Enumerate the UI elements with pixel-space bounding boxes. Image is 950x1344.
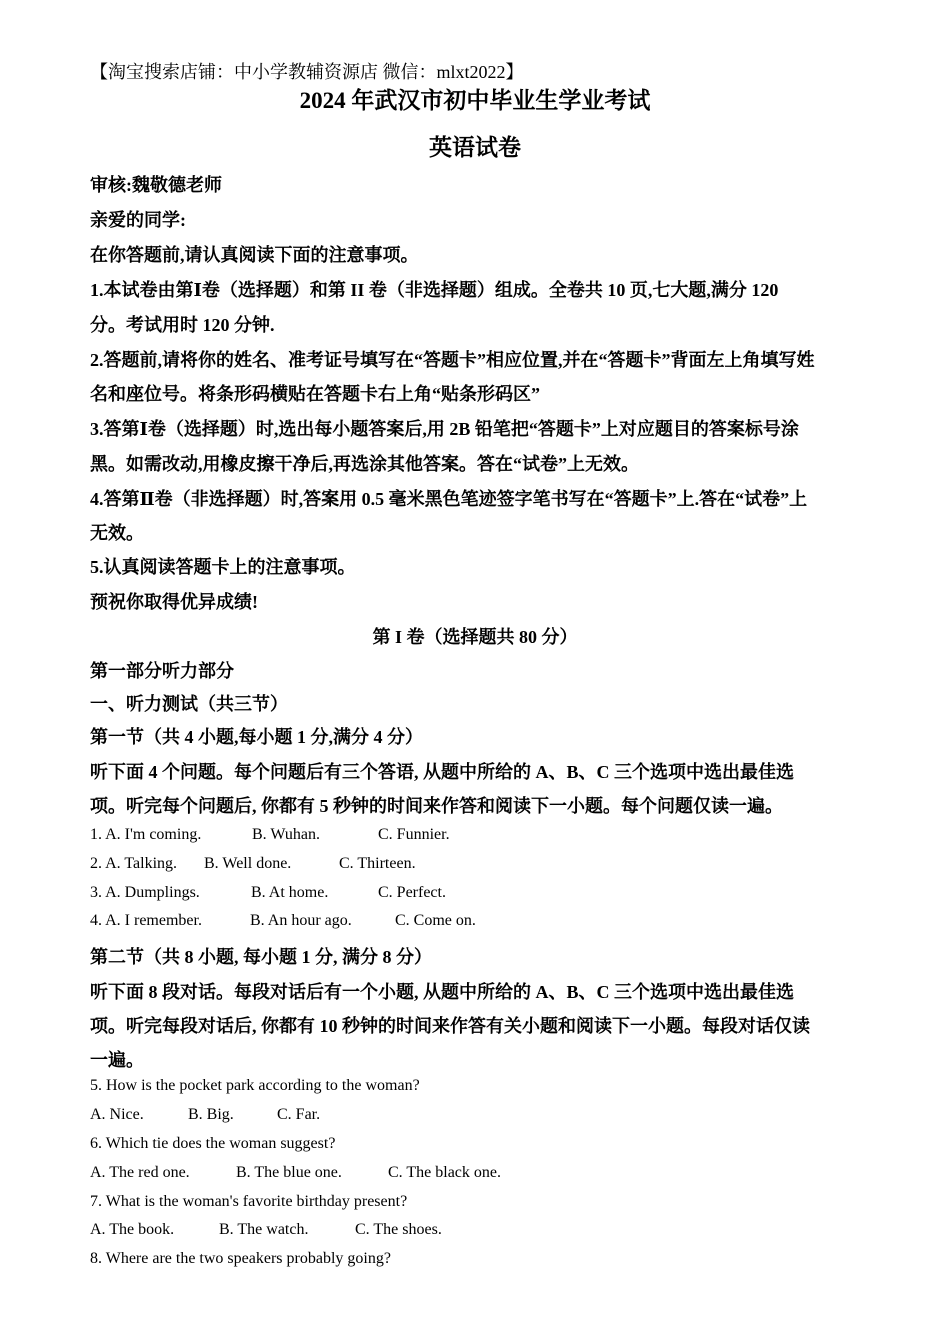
question-8-stem: 8. Where are the two speakers probably going? — [90, 1250, 391, 1267]
q5-option-a: A. Nice. — [90, 1106, 144, 1123]
q5-option-c: C. Far. — [277, 1106, 321, 1123]
section-2-instructions-2: 项。听完每段对话后, 你都有 10 秒钟的时间来作答有关小题和阅读下一小题。每段对话仅读 — [90, 1016, 810, 1036]
q2-option-a: 2. A. Talking. — [90, 855, 178, 872]
question-5-options — [90, 1106, 320, 1124]
greeting: 亲爱的同学: — [90, 210, 186, 230]
q5-option-b: B. Big. — [188, 1106, 234, 1123]
volume-heading: 第 I 卷（选择题共 80 分） — [372, 627, 578, 647]
q7-option-b: B. The watch. — [219, 1221, 309, 1238]
exam-subtitle: 英语试卷 — [429, 135, 521, 160]
q3-option-a: 3. A. Dumplings. — [90, 884, 200, 901]
question-7-stem: 7. What is the woman's favorite birthday present? — [90, 1193, 408, 1210]
instructions-lead: 在你答题前,请认真阅读下面的注意事项。 — [90, 245, 419, 265]
rule-2-line-1: 2.答题前,请将你的姓名、准考证号填写在“答题卡”相应位置,并在“答题卡”背面左上角填写姓 — [90, 350, 815, 370]
watermark-text: 【淘宝搜索店铺：中小学教辅资源店 微信：mlxt2022】 — [90, 62, 524, 82]
question-6-options — [90, 1164, 501, 1182]
rule-3-line-1: 3.答第Ⅰ卷（选择题）时,选出每小题答案后,用 2B 铅笔把“答题卡”上对应题目的答案标号涂 — [90, 419, 799, 439]
question-5-stem: 5. How is the pocket park according to the woman? — [90, 1077, 420, 1094]
question-1 — [90, 826, 450, 844]
section-2-instructions-1: 听下面 8 段对话。每段对话后有一个小题, 从题中所给的 A、B、C 三个选项中选出最佳选 — [90, 982, 795, 1002]
section-title: 一、听力测试（共三节） — [90, 694, 288, 714]
rule-1-line-1: 1.本试卷由第Ⅰ卷（选择题）和第 II 卷（非选择题）组成。全卷共 10 页,七大题,满分 120 — [90, 280, 779, 300]
q6-option-a: A. The red one. — [90, 1164, 190, 1181]
question-7-options — [90, 1221, 442, 1239]
part-title: 第一部分听力部分 — [90, 661, 234, 681]
q4-option-b: B. An hour ago. — [250, 912, 352, 929]
wish-line: 预祝你取得优异成绩! — [90, 592, 258, 612]
q1-option-a: 1. A. I'm coming. — [90, 826, 202, 843]
q7-option-a: A. The book. — [90, 1221, 175, 1238]
section-2-title: 第二节（共 8 小题, 每小题 1 分, 满分 8 分） — [90, 947, 432, 967]
rule-1-line-2: 分。考试用时 120 分钟. — [90, 315, 275, 335]
question-6-stem: 6. Which tie does the woman suggest? — [90, 1135, 336, 1152]
question-4 — [90, 912, 476, 930]
q7-option-c: C. The shoes. — [355, 1221, 442, 1238]
question-3 — [90, 884, 446, 902]
q4-option-a: 4. A. I remember. — [90, 912, 202, 929]
section-1-title: 第一节（共 4 小题,每小题 1 分,满分 4 分） — [90, 727, 423, 747]
q3-option-b: B. At home. — [251, 884, 329, 901]
rule-4-line-2: 无效。 — [90, 523, 144, 543]
rule-5: 5.认真阅读答题卡上的注意事项。 — [90, 557, 356, 577]
exam-title: 2024 年武汉市初中毕业生学业考试 — [299, 88, 651, 113]
reviewer-line: 审核:魏敬德老师 — [90, 175, 222, 195]
q1-option-b: B. Wuhan. — [252, 826, 320, 843]
q2-option-c: C. Thirteen. — [339, 855, 416, 872]
q6-option-c: C. The black one. — [388, 1164, 502, 1181]
section-1-instructions-1: 听下面 4 个问题。每个问题后有三个答语, 从题中所给的 A、B、C 三个选项中选出最佳选 — [90, 762, 795, 782]
question-2 — [90, 855, 416, 873]
q3-option-c: C. Perfect. — [378, 884, 446, 901]
rule-3-line-2: 黑。如需改动,用橡皮擦干净后,再选涂其他答案。答在“试卷”上无效。 — [90, 454, 639, 474]
q2-option-b: B. Well done. — [204, 855, 292, 872]
q4-option-c: C. Come on. — [395, 912, 476, 929]
section-2-instructions-3: 一遍。 — [90, 1050, 144, 1070]
rule-4-line-1: 4.答第Ⅱ卷（非选择题）时,答案用 0.5 毫米黑色笔迹签字笔书写在“答题卡”上.答在“试卷”上 — [90, 489, 808, 509]
rule-2-line-2: 名和座位号。将条形码横贴在答题卡右上角“贴条形码区” — [90, 384, 540, 404]
q6-option-b: B. The blue one. — [236, 1164, 342, 1181]
section-1-instructions-2: 项。听完每个问题后, 你都有 5 秒钟的时间来作答和阅读下一小题。每个问题仅读一遍。 — [90, 796, 783, 816]
q1-option-c: C. Funnier. — [378, 826, 450, 843]
